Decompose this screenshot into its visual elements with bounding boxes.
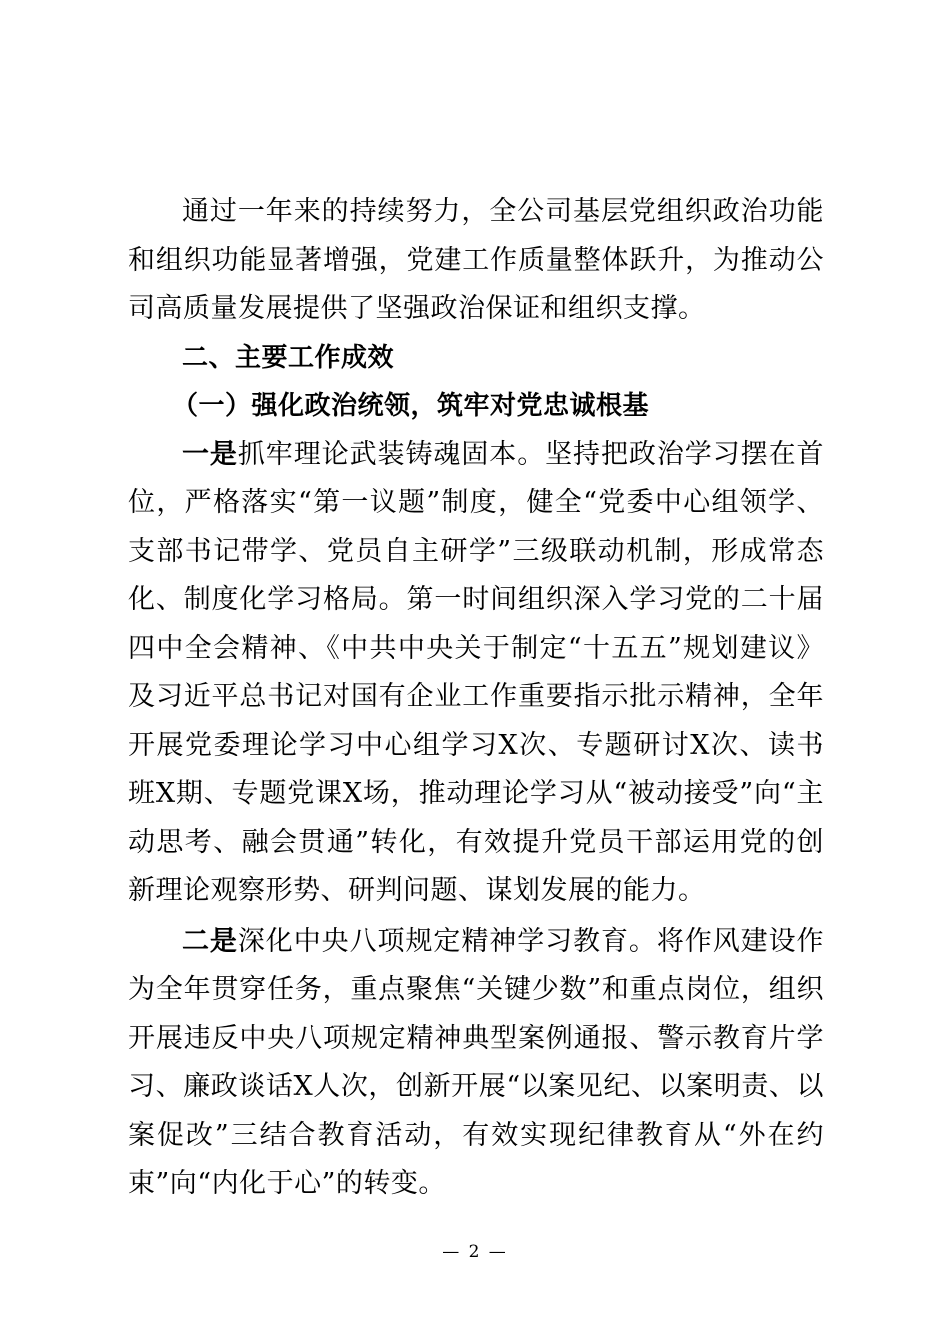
summary-paragraph: 通过一年来的持续努力，全公司基层党组织政治功能和组织功能显著增强，党建工作质量整体跃升，为推动公司高质量发展提供了坚强政治保证和组织支撑。 xyxy=(128,196,824,324)
subsection-heading: （一）强化政治统领，筑牢对党忠诚根基 xyxy=(172,391,650,421)
item-text-1: 抓牢理论武装铸魂固本。坚持把政治学习摆在首位，严格落实“第一议题”制度，健全“党委中心组领学、支部书记带学、党员自主研学”三级联动机制，形成常态化、制度化学习格局。第一时间组织深入学习党的二十届四中全会精神、《中共中央关于制定“十五五”规划建议》及习近平总书记对国有企业工作重要指示批示精神，全年开展党委理论学习中心组学习X次、专题研讨X次、读书班X期、专题党课X场，推动理论学习从“被动接受”向“主动思考、融会贯通”转化，有效提升党员干部运用党的创新理论观察形势、研判问题、谋划发展的能力。 xyxy=(128,438,825,906)
item-paragraph-2 xyxy=(128,918,824,1209)
section-heading: 二、主要工作成效 xyxy=(182,342,395,373)
item-text-2: 深化中央八项规定精神学习教育。将作风建设作为全年贯穿任务，重点聚焦“关键少数”和重点岗位，组织开展违反中央八项规定精神典型案例通报、警示教育片学习、廉政谈话X人次，创新开展“以案见纪、以案明责、以案促改”三结合教育活动，有效实现纪律教育从“外在约束”向“内化于心”的转变。 xyxy=(128,925,825,1199)
item-paragraph-1 xyxy=(128,431,824,916)
page-number: — 2 — xyxy=(442,1242,508,1262)
item-lead-2: 二是 xyxy=(182,925,238,957)
item-lead-1: 一是 xyxy=(182,438,238,470)
document-body xyxy=(128,188,824,1209)
